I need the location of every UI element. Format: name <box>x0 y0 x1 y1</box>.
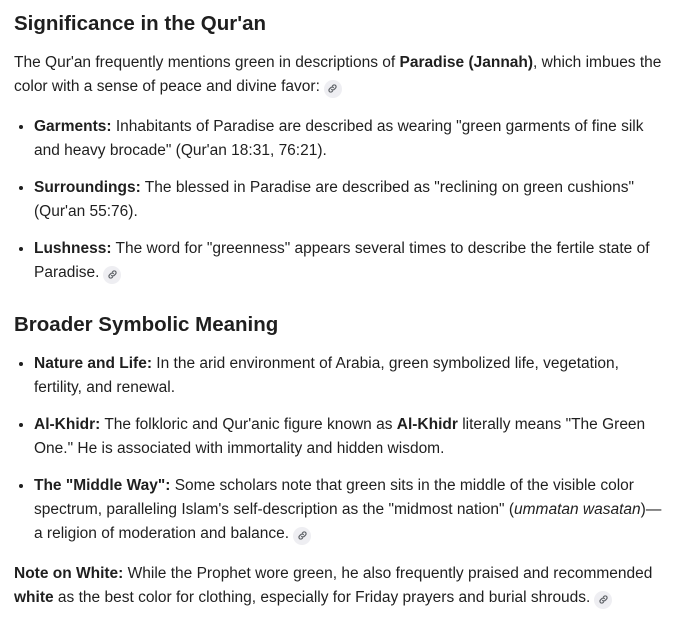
symbolic-list <box>14 352 668 546</box>
item-text: Inhabitants of Paradise are described as wearing "green garments of fine silk and heavy brocade" (Qur'an 18:31, 76:21). <box>34 118 644 159</box>
item-label: Surroundings: <box>34 179 141 196</box>
note-text-pre: While the Prophet wore green, he also frequently praised and recommended <box>123 565 653 582</box>
heading-symbolic-meaning: Broader Symbolic Meaning <box>14 313 279 336</box>
link-icon <box>327 83 338 94</box>
list-item <box>34 352 668 400</box>
item-text: literally means "The Green One." He is associated with immortality and hidden wisdom. <box>34 416 646 457</box>
list-item <box>34 237 668 285</box>
list-item <box>34 474 668 546</box>
source-link-button[interactable] <box>103 266 121 284</box>
item-text: The word for "greenness" appears several times to describe the fertile state of Paradise. <box>34 240 650 281</box>
intro-bold: Paradise (Jannah) <box>399 54 534 71</box>
link-icon <box>107 269 118 280</box>
intro-text-post: , which imbues the color with a sense of peace and divine favor: <box>14 54 662 95</box>
link-icon <box>297 530 308 541</box>
link-icon <box>598 594 609 605</box>
item-label: Garments: <box>34 118 112 135</box>
source-link-button[interactable] <box>324 80 342 98</box>
note-text-post: as the best color for clothing, especially for Friday prayers and burial shrouds. <box>53 589 591 606</box>
list-item <box>34 413 668 461</box>
item-text: The folkloric and Qur'anic figure known as <box>100 416 397 433</box>
item-text: In the arid environment of Arabia, green symbolized life, vegetation, fertility, and renewal. <box>34 355 619 396</box>
item-label: Nature and Life: <box>34 355 152 372</box>
item-bold: Al-Khidr <box>396 416 458 433</box>
source-link-button[interactable] <box>293 527 311 545</box>
note-bold: white <box>14 589 54 606</box>
item-text: The blessed in Paradise are described as "reclining on green cushions" (Qur'an 55:76). <box>34 179 635 220</box>
note-paragraph <box>14 562 668 610</box>
item-label: Lushness: <box>34 240 112 257</box>
list-item <box>34 176 668 224</box>
list-item <box>34 115 668 163</box>
item-text: Some scholars note that green sits in the middle of the visible color spectrum, paralleling Islam's self-description as the "midmost nation" ( <box>34 477 634 518</box>
item-text: )—a religion of moderation and balance. <box>34 501 662 542</box>
significance-list <box>14 115 668 285</box>
intro-text-pre: The Qur'an frequently mentions green in descriptions of <box>14 54 400 71</box>
note-label: Note on White: <box>14 565 124 582</box>
intro-paragraph <box>14 51 668 99</box>
source-link-button[interactable] <box>594 591 612 609</box>
heading-significance: Significance in the Qur'an <box>14 12 267 35</box>
item-label: The "Middle Way": <box>34 477 171 494</box>
item-italic: ummatan wasatan <box>514 501 641 518</box>
item-label: Al-Khidr: <box>34 416 101 433</box>
